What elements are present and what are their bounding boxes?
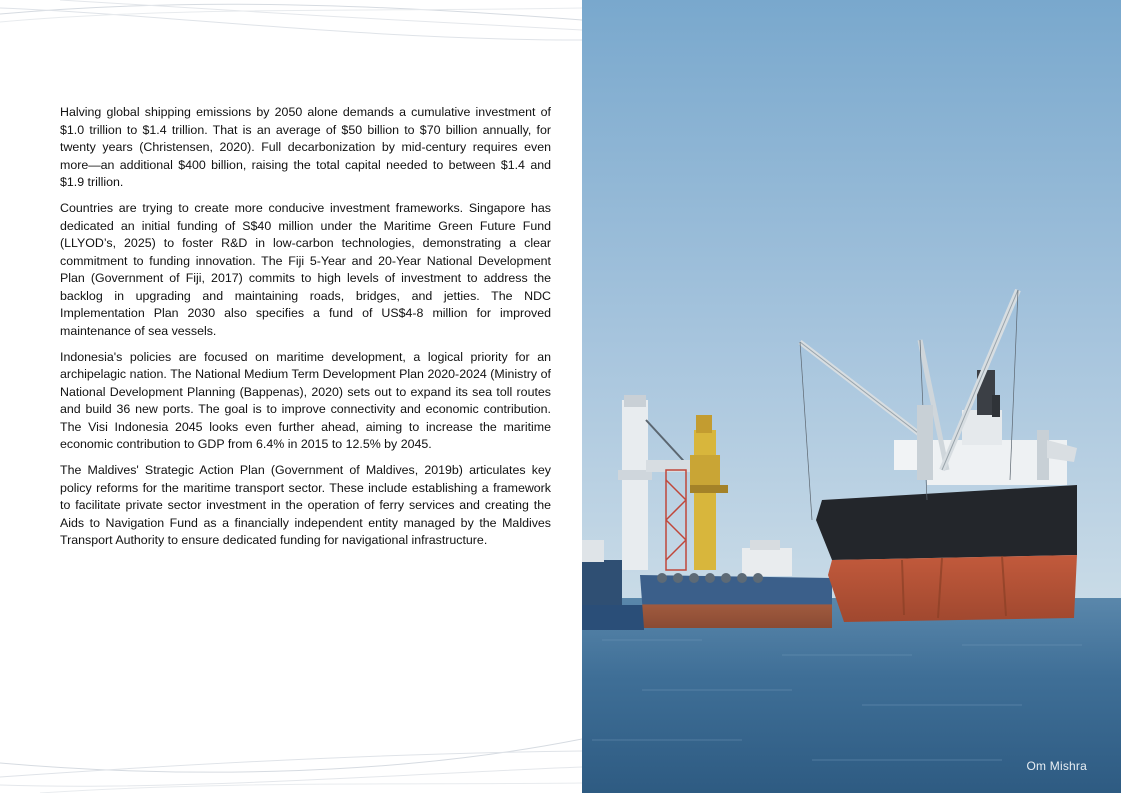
harbor-illustration	[582, 0, 1121, 793]
decorative-top-lines	[0, 0, 582, 60]
photo-credit: Om Mishra	[1026, 759, 1087, 773]
decorative-bottom-lines	[0, 733, 582, 793]
article-body	[60, 104, 551, 558]
paragraph-investment-frameworks: Countries are trying to create more conducive investment frameworks. Singapore has dedicated an initial funding of S$40 million under the Maritime Green Future Fund (LLYOD’s, 2025) to foster R&D in low-carbon technologies, demonstrating a clear commitment to funding innovation. The Fiji 5-Year and 20-Year National Development Plan (Government of Fiji, 2017) commits to high levels of investment to address the backlog in upgrading and maintaining roads, bridges, and jetties. The NDC Implementation Plan 2030 also specifies a fund of US$4-8 million for improved maintenance of sea vessels.	[60, 201, 551, 338]
paragraph-maldives-plan: The Maldives' Strategic Action Plan (Government of Maldives, 2019b) articulates key policy reforms for the maritime transport sector. These include establishing a framework to facilitate private sector investment in the operation of ferry services and creating the Aids to Navigation Fund as a financially independent entity managed by the Maldives Transport Authority to ensure dedicated funding for navigational infrastructure.	[60, 463, 551, 547]
paragraph-indonesia-policies: Indonesia's policies are focused on maritime development, a logical priority for an archipelagic nation. The National Medium Term Development Plan 2020-2024 (Ministry of National Development Planning (Bappenas), 2020) sets out to expand its sea toll routes and build 36 new ports. The goal is to improve connectivity and economic contribution. The Visi Indonesia 2045 looks even further ahead, aiming to increase the maritime economic contribution to GDP from 6.4% in 2015 to 12.5% by 2045.	[60, 349, 551, 451]
ship-photo	[582, 0, 1121, 793]
paragraph-shipping-investment: Halving global shipping emissions by 2050 alone demands a cumulative investment of $1.0 trillion to $1.4 trillion. That is an average of $50 billion to $70 billion annually, for twenty years (Christensen, 2020). Full decarbonization by mid-century requires even more—an additional $400 billion, raising the total capital needed to between $1.4 and $1.9 trillion.	[60, 105, 551, 189]
